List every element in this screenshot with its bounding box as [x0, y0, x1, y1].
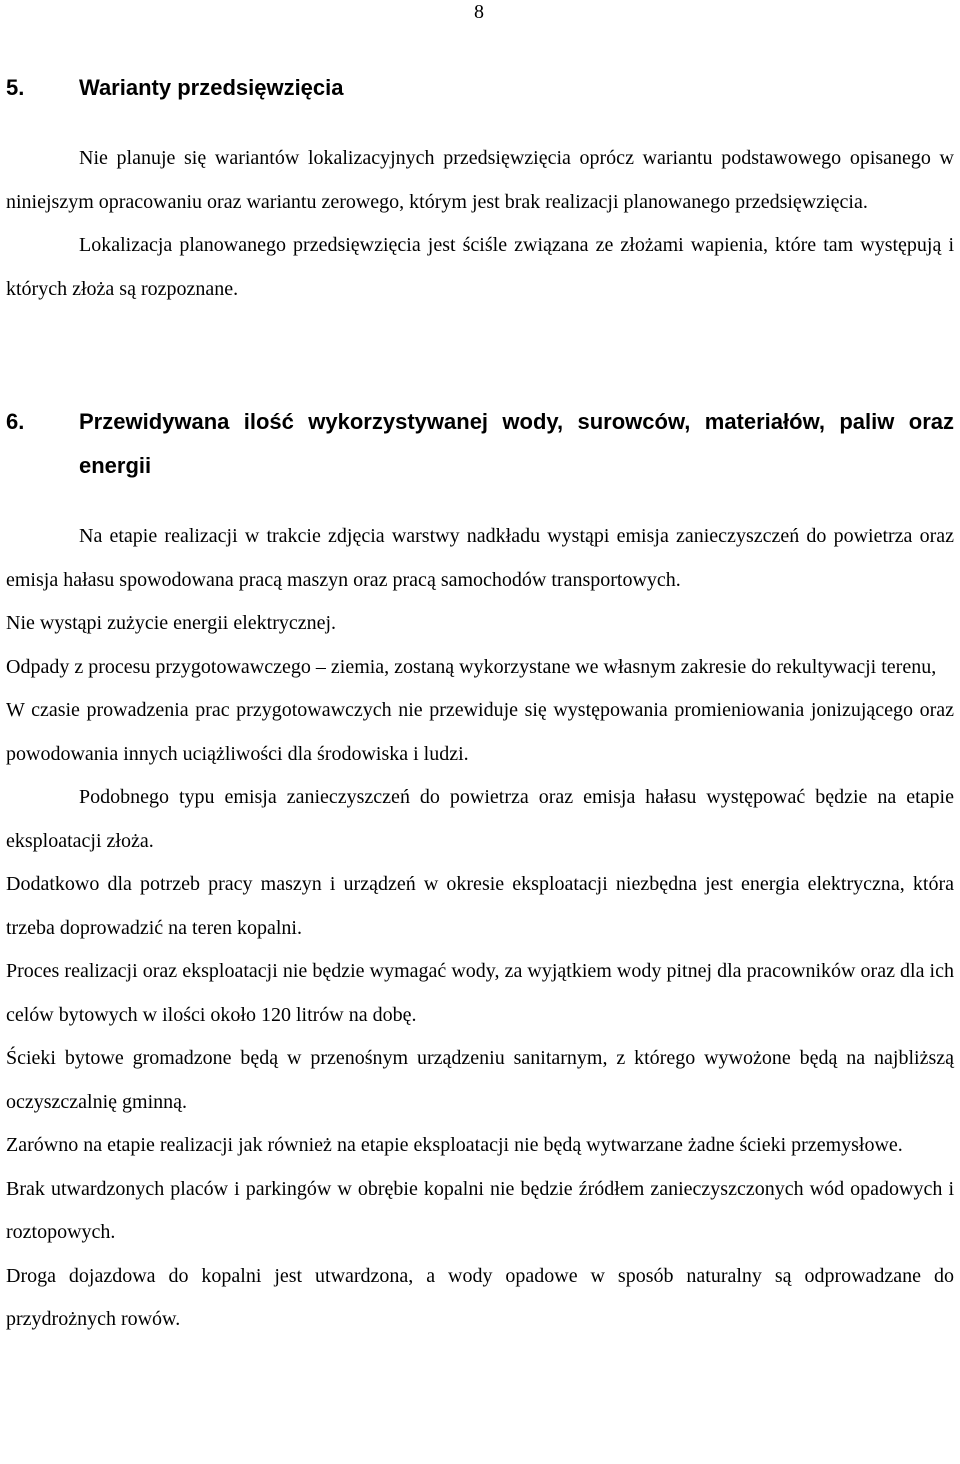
section-6-paragraph: Dodatkowo dla potrzeb pracy maszyn i urządzeń w okresie eksploatacji niezbędna jest energia elektryczna, która trzeba doprowadzić na teren kopalni. [6, 873, 954, 939]
section-6-paragraph: Na etapie realizacji w trakcie zdjęcia warstwy nadkładu wystąpi emisja zanieczyszczeń do powietrza oraz emisja hałasu spowodowana pracą maszyn oraz pracą samochodów transportowych. [6, 525, 954, 591]
section-5-paragraph: Nie planuje się wariantów lokalizacyjnych przedsięwzięcia oprócz wariantu podstawowego opisanego w niniejszym opracowaniu oraz wariantu zerowego, którym jest brak realizacji planowanego przedsięwzięcia. [6, 147, 954, 213]
page-number: 8 [474, 1, 484, 23]
section-5-body [6, 137, 954, 311]
section-6-paragraph: Zarówno na etapie realizacji jak również na etapie eksploatacji nie będą wytwarzane żadne ścieki przemysłowe. [6, 1134, 903, 1156]
section-5-number: 5. [6, 75, 25, 100]
section-6-paragraph: Nie wystąpi zużycie energii elektrycznej. [6, 612, 337, 634]
section-6-paragraph: Odpady z procesu przygotowawczego – ziemia, zostaną wykorzystane we własnym zakresie do rekultywacji terenu, [6, 655, 937, 678]
section-6-body [6, 515, 954, 1342]
section-6-heading [6, 400, 954, 488]
section-6-title: Przewidywana ilość wykorzystywanej wody, surowców, materiałów, paliw oraz energii [79, 409, 954, 478]
section-6-number: 6. [6, 409, 25, 434]
section-5-heading [6, 66, 954, 110]
section-6-paragraph: Brak utwardzonych placów i parkingów w obrębie kopalni nie będzie źródłem zanieczyszczonych wód opadowych i roztopowych. [6, 1177, 954, 1243]
section-6-paragraph: Proces realizacji oraz eksploatacji nie będzie wymagać wody, za wyjątkiem wody pitnej dla pracowników oraz dla ich celów bytowych w ilości około 120 litrów na dobę. [6, 960, 954, 1026]
section-6-paragraph: Podobnego typu emisja zanieczyszczeń do powietrza oraz emisja hałasu występować będzie na etapie eksploatacji złoża. [6, 786, 954, 852]
section-6-paragraph: W czasie prowadzenia prac przygotowawczych nie przewiduje się występowania promieniowania jonizującego oraz powodowania innych uciążliwości dla środowiska i ludzi. [6, 699, 954, 765]
section-5-title: Warianty przedsięwzięcia [79, 75, 344, 100]
section-5-paragraph: Lokalizacja planowanego przedsięwzięcia jest ściśle związana ze złożami wapienia, które tam występują i których złoża są rozpoznane. [6, 234, 954, 300]
section-6-paragraph: Droga dojazdowa do kopalni jest utwardzona, a wody opadowe w sposób naturalny są odprowadzane do przydrożnych rowów. [6, 1264, 954, 1330]
section-6-paragraph: Ścieki bytowe gromadzone będą w przenośnym urządzeniu sanitarnym, z którego wywożone będą na najbliższą oczyszczalnię gminną. [6, 1047, 954, 1113]
